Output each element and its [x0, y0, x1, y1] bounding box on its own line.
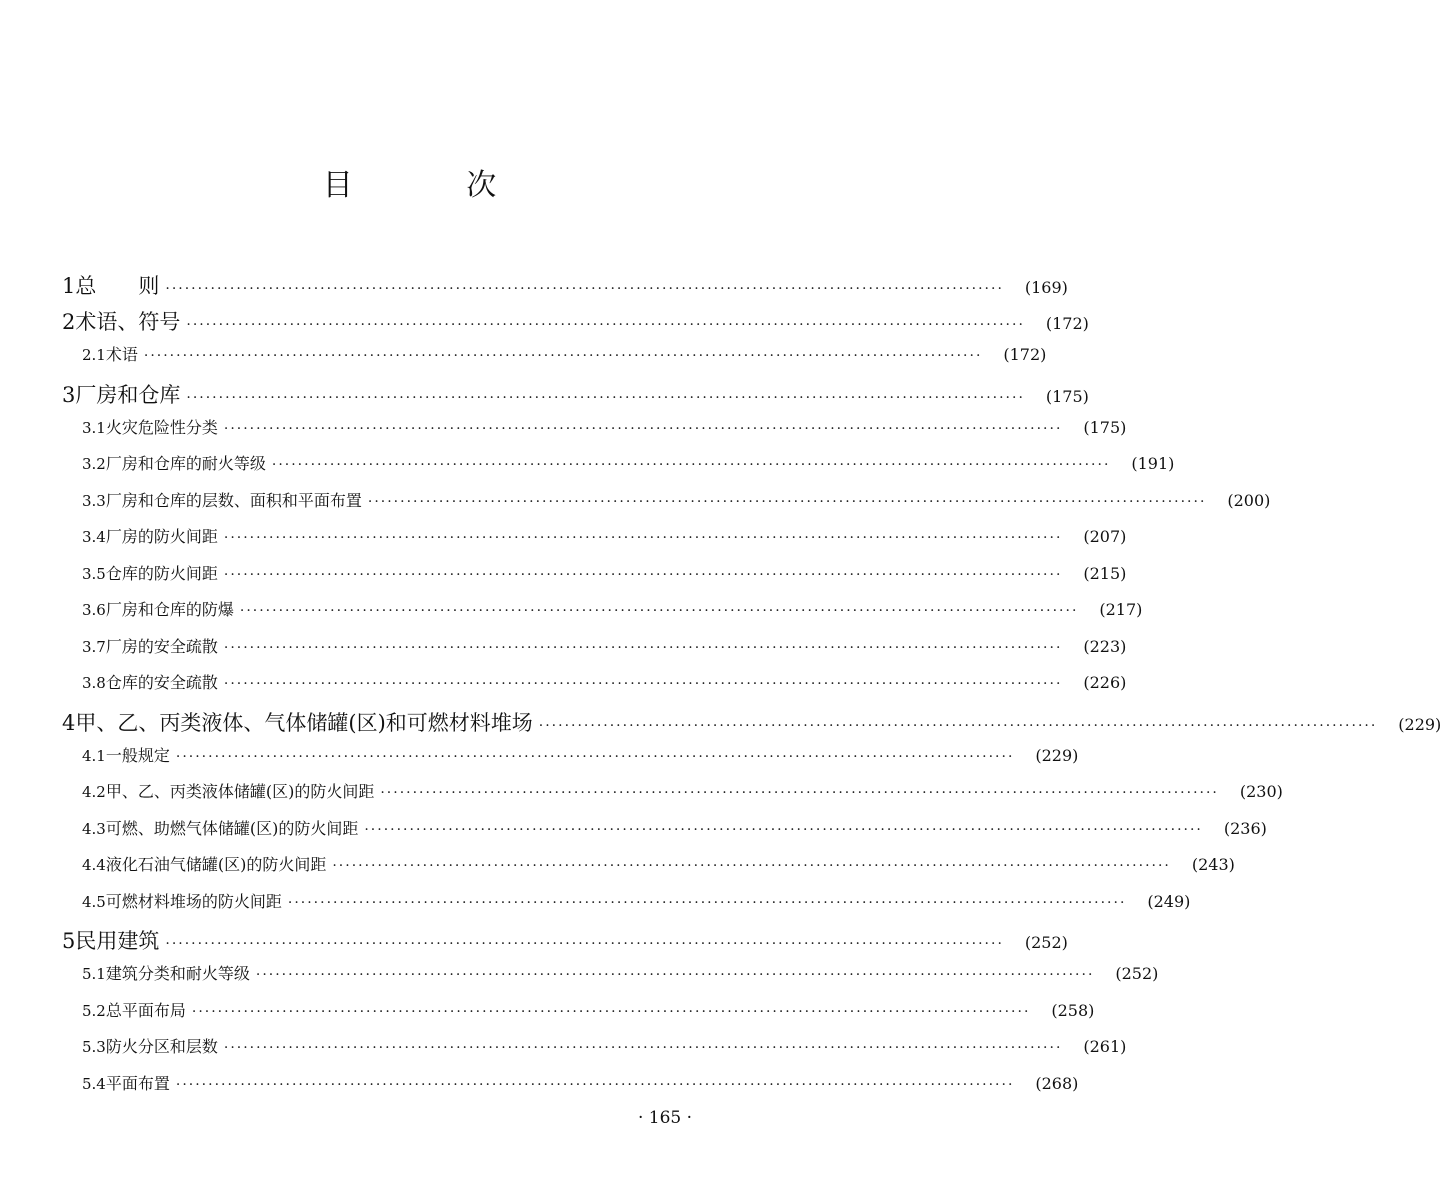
toc-entry-3-6 [62, 597, 1143, 634]
entry-title: 术语、符号 [75, 310, 181, 334]
entry-page: (172) [1045, 314, 1089, 333]
entry-number: 3.2 [82, 455, 106, 473]
toc-entry-3-7 [62, 634, 1127, 671]
entry-page: (249) [1147, 891, 1191, 911]
entry-title: 甲、乙、丙类液体储罐(区)的防火间距 [105, 782, 375, 801]
entry-page: (226) [1083, 673, 1127, 692]
dot-leader [224, 1040, 1063, 1056]
entry-number: 3.6 [82, 601, 106, 619]
dot-leader [332, 858, 1171, 874]
dot-leader [368, 494, 1207, 510]
dot-leader [186, 317, 1025, 333]
entry-page: (230) [1239, 782, 1283, 801]
entry-number: 4.1 [82, 746, 106, 765]
toc-entry-3-8 [62, 670, 1127, 707]
dot-leader [165, 281, 1004, 297]
entry-title: 厂房和仓库的防爆 [105, 600, 234, 619]
entry-page: (252) [1024, 933, 1068, 952]
toc-entry-2-1 [62, 342, 1047, 379]
toc-entry-4-5 [62, 889, 1191, 926]
entry-number: 3.8 [82, 674, 106, 692]
entry-number: 3.1 [82, 418, 106, 437]
toc-entry-3 [62, 379, 1089, 415]
dot-leader [224, 640, 1063, 656]
toc-entry-4-3 [62, 816, 1267, 853]
entry-number: 4 [62, 710, 76, 735]
entry-number: 3 [62, 382, 76, 407]
entry-page: (200) [1227, 490, 1271, 510]
entry-page: (175) [1083, 417, 1127, 437]
entry-number: 3.3 [82, 491, 106, 510]
entry-title: 可燃材料堆场的防火间距 [105, 891, 282, 911]
entry-number: 1 [62, 274, 76, 298]
toc-entry-5 [62, 925, 1068, 961]
entry-page: (261) [1083, 1037, 1127, 1056]
dot-leader [192, 1004, 1031, 1020]
toc-entry-3-1 [62, 415, 1127, 452]
entry-title: 火灾危险性分类 [105, 417, 218, 437]
entry-number: 4.4 [82, 856, 106, 874]
dot-leader [165, 936, 1004, 952]
entry-page: (215) [1083, 563, 1127, 583]
entry-number: 4.3 [82, 819, 106, 838]
entry-page: (252) [1115, 964, 1159, 983]
dot-leader [380, 785, 1219, 801]
entry-title: 甲、乙、丙类液体、气体储罐(区)和可燃材料堆场 [75, 710, 533, 735]
dot-leader [224, 421, 1063, 437]
dot-leader [144, 348, 983, 364]
toc-entry-3-2 [62, 451, 1175, 488]
entry-number: 3.4 [82, 528, 106, 546]
entry-title: 仓库的安全疏散 [105, 673, 218, 692]
entry-number: 5.4 [82, 1074, 106, 1093]
dot-leader [272, 457, 1111, 473]
dot-leader [240, 603, 1079, 619]
entry-page: (243) [1191, 855, 1235, 874]
entry-page: (169) [1024, 278, 1068, 297]
entry-page: (191) [1131, 454, 1175, 473]
entry-title: 仓库的防火间距 [105, 563, 218, 583]
entry-number: 5.2 [82, 1001, 106, 1020]
entry-page: (236) [1223, 818, 1267, 838]
entry-page: (223) [1083, 636, 1127, 656]
toc-entry-1 [62, 270, 1068, 306]
entry-title: 液化石油气储罐(区)的防火间距 [105, 855, 327, 874]
entry-page: (258) [1051, 1000, 1095, 1020]
entry-title: 厂房的防火间距 [105, 527, 218, 546]
entry-title: 厂房的安全疏散 [105, 636, 218, 656]
entry-title: 术语 [105, 345, 138, 364]
toc-entry-3-3 [62, 488, 1271, 525]
footer-page-number: · 165 · [637, 1108, 693, 1128]
entry-number: 4.5 [82, 892, 106, 911]
toc-entry-4-1 [62, 743, 1079, 780]
dot-leader [176, 1077, 1015, 1093]
entry-number: 2.1 [82, 346, 106, 364]
toc-entry-5-2 [62, 998, 1095, 1035]
entry-title: 可燃、助燃气体储罐(区)的防火间距 [105, 818, 359, 838]
dot-leader [176, 749, 1015, 765]
entry-page: (172) [1003, 345, 1047, 364]
entry-number: 3.7 [82, 637, 106, 656]
page-title: 目 次 [322, 168, 549, 203]
entry-page: (268) [1035, 1073, 1079, 1093]
toc-entry-4-4 [62, 852, 1235, 889]
dot-leader [364, 822, 1203, 838]
dot-leader [288, 895, 1127, 911]
entry-title: 厂房和仓库 [75, 382, 181, 407]
entry-title: 厂房和仓库的层数、面积和平面布置 [105, 490, 362, 510]
dot-leader [186, 390, 1025, 406]
entry-number: 2 [62, 310, 76, 334]
entry-title: 防火分区和层数 [105, 1037, 218, 1056]
entry-title: 平面布置 [105, 1073, 170, 1093]
entry-number: 4.2 [82, 783, 106, 801]
toc-entry-2 [62, 306, 1089, 342]
entry-title: 总 则 [75, 274, 160, 298]
entry-page: (229) [1035, 745, 1079, 765]
entry-number: 3.5 [82, 564, 106, 583]
entry-title: 总平面布局 [105, 1000, 186, 1020]
entry-page: (207) [1083, 527, 1127, 546]
entry-title: 民用建筑 [75, 929, 160, 953]
entry-page: (229) [1398, 714, 1441, 734]
entry-page: (175) [1045, 386, 1089, 406]
toc-entry-4 [62, 707, 1441, 743]
entry-title: 建筑分类和耐火等级 [105, 964, 250, 983]
entry-title: 厂房和仓库的耐火等级 [105, 454, 266, 473]
table-of-contents [62, 270, 1441, 1107]
dot-leader [539, 718, 1378, 734]
toc-entry-3-4 [62, 524, 1127, 561]
toc-entry-5-3 [62, 1034, 1127, 1071]
dot-leader [256, 967, 1095, 983]
toc-entry-5-4 [62, 1071, 1079, 1108]
toc-entry-3-5 [62, 561, 1127, 598]
entry-title: 一般规定 [105, 745, 170, 765]
entry-number: 5 [62, 929, 76, 953]
toc-entry-5-1 [62, 961, 1159, 998]
entry-number: 5.3 [82, 1038, 106, 1056]
entry-page: (217) [1099, 600, 1143, 619]
dot-leader [224, 676, 1063, 692]
entry-number: 5.1 [82, 965, 106, 983]
toc-entry-4-2 [62, 779, 1283, 816]
dot-leader [224, 530, 1063, 546]
dot-leader [224, 567, 1063, 583]
